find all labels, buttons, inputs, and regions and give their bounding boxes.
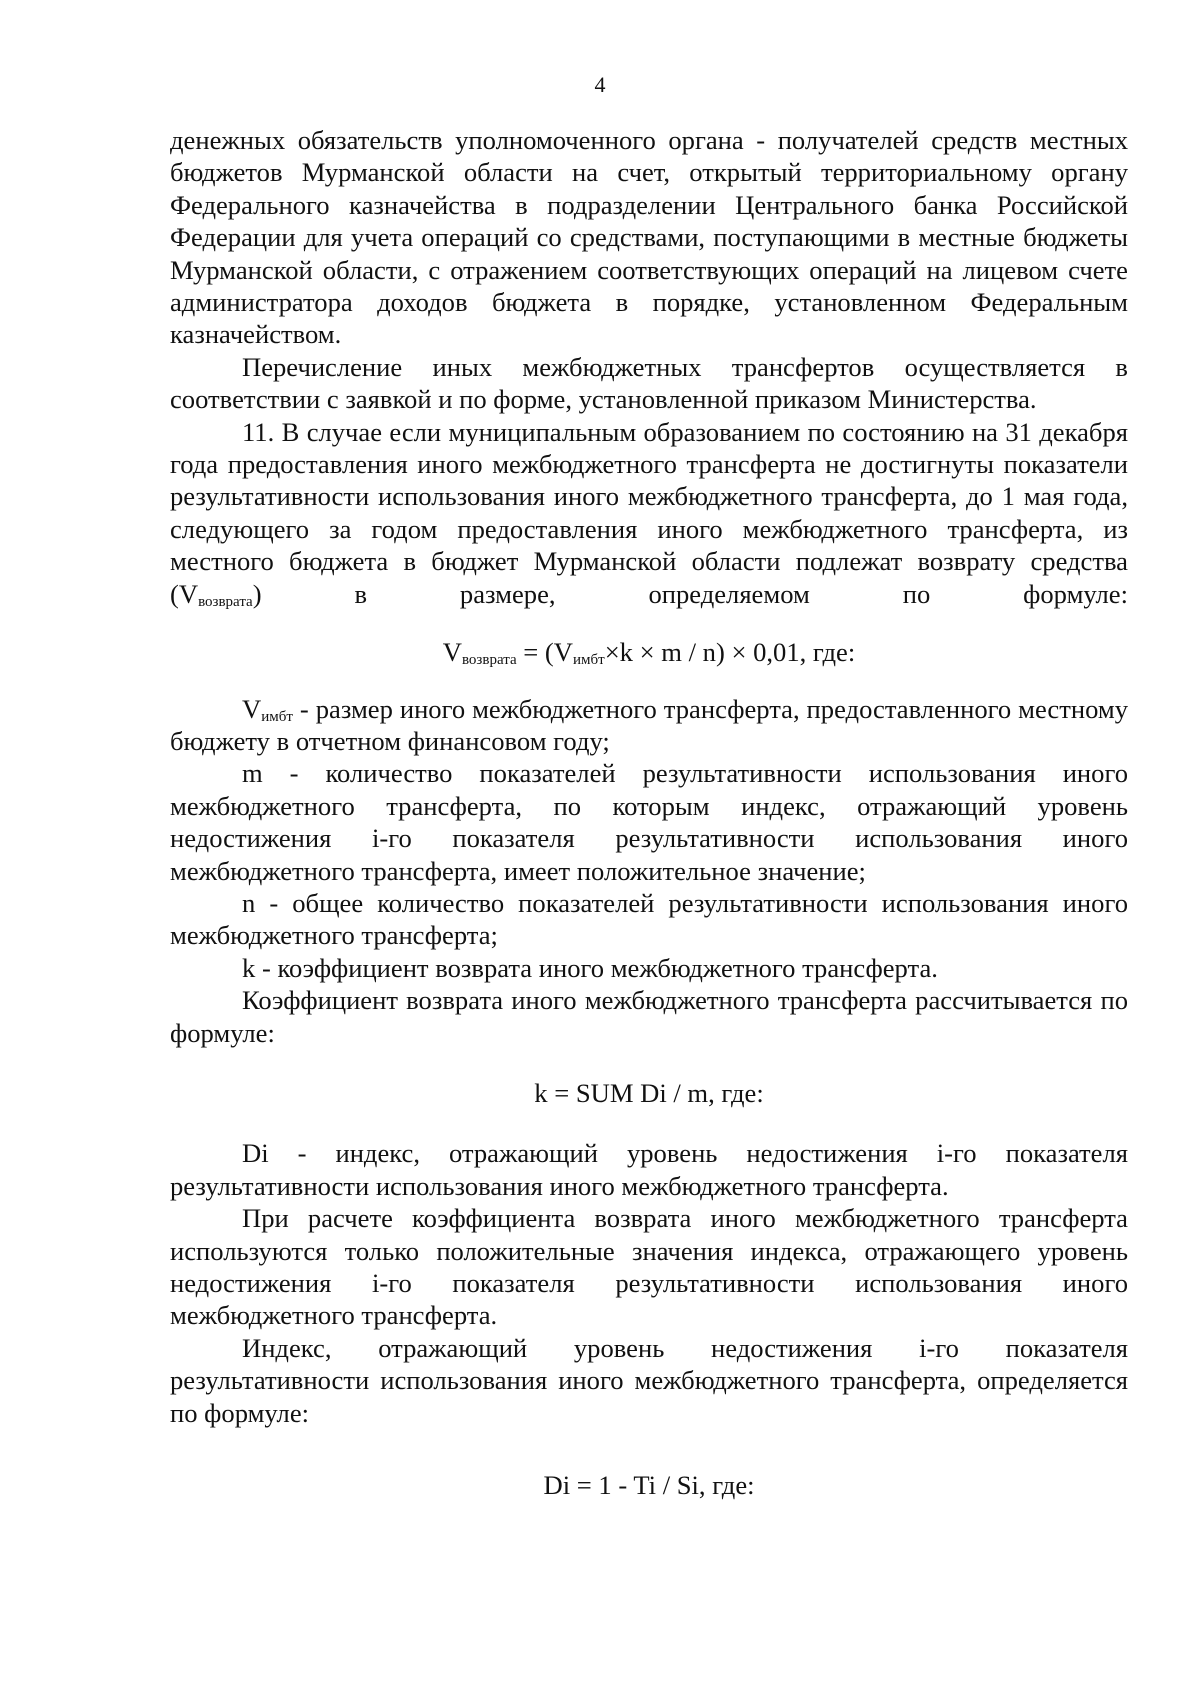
definition-v-imbt bbox=[170, 693, 1128, 758]
formula-subscript-imbt: имбт bbox=[572, 652, 605, 669]
paragraph-index-formula: Индекс, отражающий уровень недостижения i-го показателя результативности использования иного межбюджетного трансферта, определяется по формуле: bbox=[170, 1332, 1128, 1428]
page-number: 4 bbox=[594, 72, 606, 97]
formula-v: V bbox=[442, 637, 462, 668]
definition-v-subscript: имбт bbox=[261, 708, 293, 725]
formula-subscript-return: возврата bbox=[461, 652, 517, 669]
paragraph-positive-values: При расчете коэффициента возврата иного межбюджетного трансферта используются только положительные значения индекса, отражающего уровень недостижения i-го показателя результативности использования иного межбюджетного трансферта. bbox=[170, 1203, 1128, 1331]
definition-di: Di - индекс, отражающий уровень недостижения i-го показателя результативности использования иного межбюджетного трансферта. bbox=[170, 1138, 1128, 1201]
formula-middle: = (V bbox=[516, 637, 573, 668]
formula-coefficient: k = SUM Di / m, где: bbox=[534, 1077, 764, 1108]
item-11-text-end: ) в размере, определяемом по формуле: bbox=[252, 578, 1128, 609]
paragraph-coefficient: Коэффициент возврата иного межбюджетного трансферта рассчитывается по формуле: bbox=[170, 985, 1128, 1048]
formula-index: Di = 1 - Ti / Si, где: bbox=[543, 1470, 755, 1501]
definition-v-text: - размер иного межбюджетного трансферта, предоставленного местному бюджету в отчетном финансовом году; bbox=[170, 693, 1128, 756]
definition-v-symbol: V bbox=[242, 693, 262, 724]
paragraph-item-11 bbox=[170, 416, 1128, 610]
paragraph-transfer-procedure: Перечисление иных межбюджетных трансфертов осуществляется в соответствии с заявкой и по форме, установленной приказом Министерства. bbox=[170, 351, 1128, 415]
definition-n: n - общее количество показателей результативности использования иного межбюджетного трансферта; bbox=[170, 887, 1128, 951]
definition-k: k - коэффициент возврата иного межбюджетного трансферта. bbox=[242, 952, 938, 983]
definition-m: m - количество показателей результативности использования иного межбюджетного трансферта, по которым индекс, отражающий уровень недостижения i-го показателя результативности использования иного межбюджетного трансферта, имеет положительное значение; bbox=[170, 758, 1128, 886]
paragraph-transfer-obligations: денежных обязательств уполномоченного органа - получателей средств местных бюджетов Мурманской области на счет, открытый территориальному органу Федерального казначейства в подразделении Центрального банка Российской Федерации для учета операций со средствами, поступающими в местные бюджеты Мурманской области, с отражением соответствующих операций на лицевом счете администратора доходов бюджета в порядке, установленном Федеральным казначейством. bbox=[170, 125, 1128, 350]
formula-end: ×k × m / n) × 0,01, где: bbox=[604, 637, 856, 668]
document-body bbox=[170, 124, 1128, 1501]
formula-return-amount bbox=[170, 636, 1128, 668]
item-11-text: 11. В случае если муниципальным образованием по состоянию на 31 декабря года предоставления иного межбюджетного трансферта не достигнуты показатели результативности использования иного межбюджетного трансферта, до 1 мая года, следующего за годом предоставления иного межбюджетного трансферта, из местного бюджета в бюджет Мурманской области подлежат возврату средства (V bbox=[170, 416, 1128, 609]
subscript-return: возврата bbox=[198, 593, 253, 610]
